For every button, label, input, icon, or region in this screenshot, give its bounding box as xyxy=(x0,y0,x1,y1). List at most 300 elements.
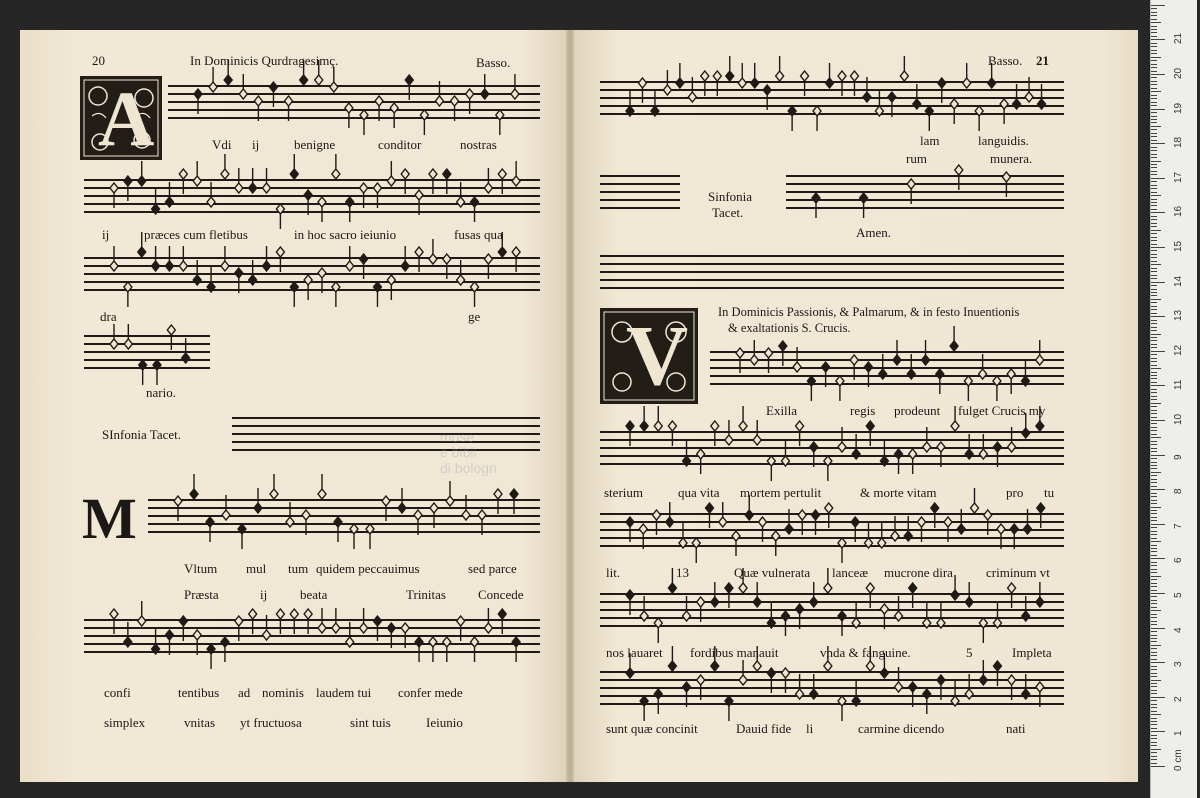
note-head xyxy=(984,510,992,520)
ruler-tick xyxy=(1151,271,1157,272)
lyric: confi xyxy=(104,685,131,700)
note-head xyxy=(1007,369,1015,379)
ruler-tick xyxy=(1151,548,1157,549)
note-head xyxy=(923,689,931,699)
ruler-tick xyxy=(1151,541,1161,542)
ruler-tick xyxy=(1151,71,1157,72)
note-head xyxy=(471,637,479,647)
lyric: vnitas xyxy=(184,715,216,730)
note-head xyxy=(414,510,422,520)
note-head xyxy=(484,254,492,264)
ruler-tick xyxy=(1151,368,1161,369)
note-head xyxy=(360,254,368,264)
ruler-tick xyxy=(1151,389,1157,390)
ruler-tick xyxy=(1151,676,1157,677)
note-head xyxy=(276,247,284,257)
lyric: quidem peccauimus xyxy=(316,561,420,576)
note-head xyxy=(269,82,277,92)
note-head xyxy=(706,503,714,513)
note-head xyxy=(936,369,944,379)
lyric: nominis xyxy=(262,685,304,700)
ruler-tick xyxy=(1151,8,1157,9)
ruler-tick xyxy=(1151,81,1157,82)
note-head xyxy=(390,103,398,113)
note-head xyxy=(812,510,820,520)
ruler-tick xyxy=(1151,19,1157,20)
ruler-number: 18 xyxy=(1173,137,1184,149)
sinfonia-label-right: Sinfonia xyxy=(708,189,753,204)
note-head xyxy=(888,92,896,102)
ruler-tick xyxy=(1151,482,1157,483)
note-head xyxy=(798,510,806,520)
note-head xyxy=(767,668,775,678)
note-head xyxy=(668,661,676,671)
note-head xyxy=(138,176,146,186)
ruler-tick xyxy=(1151,105,1157,106)
ruler-tick xyxy=(1151,420,1165,421)
ruler-tick xyxy=(1151,302,1157,303)
lyric: Impleta xyxy=(1012,645,1052,660)
ruler-tick xyxy=(1151,724,1157,725)
note-head xyxy=(688,92,696,102)
lyric: Vltum xyxy=(184,561,218,576)
note-head xyxy=(626,590,634,600)
note-head xyxy=(810,689,818,699)
ruler-tick xyxy=(1151,12,1157,13)
note-head xyxy=(895,611,903,621)
note-head xyxy=(512,176,520,186)
voice-label-left: Basso. xyxy=(476,55,511,70)
note-head xyxy=(193,275,201,285)
music-staff xyxy=(84,154,540,229)
lyric: nario. xyxy=(146,385,176,400)
note-head xyxy=(382,496,390,506)
ruler-tick xyxy=(1151,344,1157,345)
ruler-tick xyxy=(1151,735,1157,736)
lyric: sterium xyxy=(604,485,643,500)
ruler-number: 13 xyxy=(1173,310,1184,322)
note-head xyxy=(891,531,899,541)
note-head xyxy=(918,517,926,527)
lyric: 13 xyxy=(676,565,689,580)
lyric: tu xyxy=(1044,485,1055,500)
note-head xyxy=(951,421,959,431)
note-head xyxy=(124,637,132,647)
watermark-line: di bologn xyxy=(440,459,497,476)
note-head xyxy=(484,183,492,193)
note-head xyxy=(745,510,753,520)
ruler-tick xyxy=(1151,583,1157,584)
drop-cap-a-letter: A xyxy=(98,75,155,162)
note-head xyxy=(1022,611,1030,621)
note-head xyxy=(753,661,761,671)
ruler-tick xyxy=(1151,254,1157,255)
note-head xyxy=(193,176,201,186)
ruler-tick xyxy=(1151,693,1157,694)
ruler-tick xyxy=(1151,489,1165,490)
lyric: criminum vt xyxy=(986,565,1050,580)
ruler-tick xyxy=(1151,655,1157,656)
lyric: Ieiunio xyxy=(426,715,463,730)
note-head xyxy=(286,517,294,527)
ruler-tick xyxy=(1151,330,1157,331)
ruler-tick xyxy=(1151,635,1157,636)
ruler-tick xyxy=(1151,766,1165,767)
ruler-tick xyxy=(1151,520,1157,521)
ruler-tick xyxy=(1151,437,1161,438)
ruler-tick xyxy=(1151,237,1157,238)
lyric: ij xyxy=(102,227,110,242)
ruler-tick xyxy=(1151,337,1157,338)
note-head xyxy=(864,362,872,372)
ruler-tick xyxy=(1151,185,1157,186)
ruler-tick xyxy=(1151,306,1157,307)
ruler-tick xyxy=(1151,150,1157,151)
note-head xyxy=(401,169,409,179)
ruler-number: 12 xyxy=(1173,344,1184,356)
ruler-tick xyxy=(1151,628,1165,629)
ruler-tick xyxy=(1151,60,1157,61)
lyric: 5 xyxy=(966,645,973,660)
library-watermark xyxy=(440,430,497,476)
note-head xyxy=(765,348,773,358)
note-head xyxy=(938,78,946,88)
note-head xyxy=(922,355,930,365)
ruler-tick xyxy=(1151,147,1157,148)
lyric: qua vita xyxy=(678,485,720,500)
lyric: mucrone dira xyxy=(884,565,953,580)
note-head xyxy=(931,503,939,513)
lyric: in hoc sacro ieiunio xyxy=(294,227,397,242)
note-head xyxy=(415,637,423,647)
note-head xyxy=(387,176,395,186)
lyric: benigne xyxy=(294,137,336,152)
note-head xyxy=(249,183,257,193)
music-staff xyxy=(84,601,540,669)
note-head xyxy=(401,261,409,271)
note-head xyxy=(838,442,846,452)
ruler-tick xyxy=(1151,496,1157,497)
ruler-tick xyxy=(1151,486,1157,487)
note-head xyxy=(738,78,746,88)
tacet-label-right: Tacet. xyxy=(712,205,744,220)
lyric: fulget Crucis my xyxy=(958,403,1046,418)
ruler-tick xyxy=(1151,759,1157,760)
lyric: tum xyxy=(288,561,309,576)
note-head xyxy=(300,75,308,85)
note-head xyxy=(375,96,383,106)
ruler-tick xyxy=(1151,669,1157,670)
lyric: munera. xyxy=(990,151,1033,166)
note-head xyxy=(781,668,789,678)
ruler-tick xyxy=(1151,268,1157,269)
note-head xyxy=(653,510,661,520)
ruler-tick xyxy=(1151,195,1161,196)
ruler-tick xyxy=(1151,340,1157,341)
ruler-tick xyxy=(1151,413,1157,414)
note-head xyxy=(711,421,719,431)
ruler-tick xyxy=(1151,430,1157,431)
running-title: In Dominicis Qurdragesimç. xyxy=(190,53,339,68)
sinfonia-tacet-left: SInfonia Tacet. xyxy=(102,427,181,442)
ruler-tick xyxy=(1151,500,1157,501)
note-head xyxy=(206,517,214,527)
note-head xyxy=(457,197,465,207)
note-head xyxy=(711,661,719,671)
ruler-tick xyxy=(1151,278,1157,279)
ruler-tick xyxy=(1151,704,1157,705)
note-head xyxy=(1036,355,1044,365)
ruler-number: 21 xyxy=(1173,33,1184,45)
note-head xyxy=(124,176,132,186)
note-head xyxy=(207,197,215,207)
music-staff xyxy=(600,485,1064,563)
note-head xyxy=(822,362,830,372)
note-head xyxy=(466,89,474,99)
note-head xyxy=(235,183,243,193)
ruler-tick xyxy=(1151,5,1165,6)
section-heading-line2: & exaltationis S. Crucis. xyxy=(728,321,851,335)
ruler-number: 0 cm xyxy=(1173,749,1184,771)
ruler-tick xyxy=(1151,382,1157,383)
ruler-tick xyxy=(1151,631,1157,632)
note-head xyxy=(290,169,298,179)
note-head xyxy=(988,78,996,88)
ruler-tick xyxy=(1151,579,1157,580)
ruler-tick xyxy=(1151,212,1165,213)
ruler-tick xyxy=(1151,192,1157,193)
note-head xyxy=(451,96,459,106)
note-head xyxy=(1037,503,1045,513)
ruler-tick xyxy=(1151,261,1157,262)
ruler-tick xyxy=(1151,434,1157,435)
ruler-tick xyxy=(1151,167,1157,168)
note-head xyxy=(285,96,293,106)
ruler-tick xyxy=(1151,614,1157,615)
music-staff xyxy=(84,232,540,307)
note-head xyxy=(937,442,945,452)
ruler-tick xyxy=(1151,199,1157,200)
note-head xyxy=(979,449,987,459)
note-head xyxy=(895,449,903,459)
ruler-tick xyxy=(1151,666,1157,667)
note-head xyxy=(759,517,767,527)
music-staff xyxy=(786,165,1064,218)
ruler-tick xyxy=(1151,26,1157,27)
note-head xyxy=(965,689,973,699)
note-head xyxy=(494,489,502,499)
ruler-tick xyxy=(1151,361,1157,362)
lyric: rum xyxy=(906,151,927,166)
note-head xyxy=(498,247,506,257)
note-head xyxy=(443,169,451,179)
ruler-tick xyxy=(1151,171,1157,172)
note-head xyxy=(900,71,908,81)
note-head xyxy=(979,675,987,685)
ruler-number: 2 xyxy=(1173,696,1184,702)
ruler-tick xyxy=(1151,756,1157,757)
note-head xyxy=(429,637,437,647)
ruler-tick xyxy=(1151,711,1157,712)
page-number-left: 20 xyxy=(92,53,105,68)
note-head xyxy=(249,275,257,285)
note-head xyxy=(893,355,901,365)
watermark-line: muse xyxy=(440,429,475,445)
lyric: Exilla xyxy=(766,403,798,418)
ruler-tick xyxy=(1151,334,1161,335)
ruler-tick xyxy=(1151,410,1157,411)
note-head xyxy=(824,583,832,593)
note-head xyxy=(239,89,247,99)
ruler-tick xyxy=(1151,624,1157,625)
ruler-tick xyxy=(1151,538,1157,539)
note-head xyxy=(654,689,662,699)
ruler-tick xyxy=(1151,154,1157,155)
note-head xyxy=(971,503,979,513)
note-head xyxy=(640,421,648,431)
note-head xyxy=(415,247,423,257)
ruler-tick xyxy=(1151,468,1157,469)
note-head xyxy=(190,489,198,499)
note-head xyxy=(638,78,646,88)
ruler-tick xyxy=(1151,728,1157,729)
lyric: nos lauaret xyxy=(606,645,663,660)
note-head xyxy=(785,524,793,534)
note-head xyxy=(997,524,1005,534)
note-head xyxy=(779,341,787,351)
note-head xyxy=(435,96,443,106)
ruler-tick xyxy=(1151,247,1165,248)
note-head xyxy=(165,630,173,640)
ruler-tick xyxy=(1151,638,1157,639)
ruler-tick xyxy=(1151,250,1157,251)
ruler-tick xyxy=(1151,475,1157,476)
note-head xyxy=(429,254,437,264)
ruler-tick xyxy=(1151,22,1161,23)
music-staff xyxy=(710,326,1064,401)
note-head xyxy=(270,489,278,499)
lyric: sed parce xyxy=(468,561,517,576)
note-head xyxy=(222,510,230,520)
lyric: tentibus xyxy=(178,685,220,700)
note-head xyxy=(750,355,758,365)
music-staff xyxy=(84,324,210,385)
ruler-tick xyxy=(1151,282,1165,283)
ruler-tick xyxy=(1151,88,1157,89)
ruler-tick xyxy=(1151,67,1157,68)
note-head xyxy=(852,449,860,459)
ruler-tick xyxy=(1151,721,1157,722)
watermark-line: e bibli xyxy=(440,444,477,461)
ruler-tick xyxy=(1151,320,1157,321)
note-head xyxy=(1038,99,1046,109)
note-head xyxy=(1022,689,1030,699)
lyric: confer mede xyxy=(398,685,463,700)
lyric: li xyxy=(806,721,814,736)
ruler-tick xyxy=(1151,233,1157,234)
note-head xyxy=(736,348,744,358)
ruler-tick xyxy=(1151,600,1157,601)
ruler-tick xyxy=(1151,596,1157,597)
note-head xyxy=(346,261,354,271)
note-head xyxy=(880,668,888,678)
ruler-tick xyxy=(1151,202,1157,203)
ruler-tick xyxy=(1151,427,1157,428)
note-head xyxy=(796,421,804,431)
ruler-number: 15 xyxy=(1173,240,1184,252)
ruler-tick xyxy=(1151,742,1157,743)
note-head xyxy=(965,597,973,607)
note-head xyxy=(152,261,160,271)
note-head xyxy=(697,675,705,685)
music-staff xyxy=(148,474,540,549)
lyric: præces cum fletibus xyxy=(144,227,248,242)
ruler-tick xyxy=(1151,569,1157,570)
lyric: lanceæ xyxy=(832,565,869,580)
music-staff xyxy=(600,256,1064,288)
note-head xyxy=(315,75,323,85)
lyric: ij xyxy=(252,137,260,152)
ruler-tick xyxy=(1151,700,1157,701)
ruler-tick xyxy=(1151,545,1157,546)
lyric: dra xyxy=(100,309,117,324)
ruler-tick xyxy=(1151,714,1161,715)
note-head xyxy=(825,503,833,513)
ruler-tick xyxy=(1151,648,1157,649)
note-head xyxy=(866,583,874,593)
lyric: fordibus manauit xyxy=(690,645,779,660)
note-head xyxy=(950,341,958,351)
note-head xyxy=(304,609,312,619)
ruler-tick xyxy=(1151,299,1161,300)
note-head xyxy=(950,99,958,109)
ruler-tick xyxy=(1151,610,1161,611)
ruler-tick xyxy=(1151,98,1157,99)
note-head xyxy=(179,616,187,626)
ruler-tick xyxy=(1151,50,1157,51)
drop-cap-v xyxy=(600,308,698,404)
ruler-number: 1 xyxy=(1173,730,1184,737)
note-head xyxy=(221,261,229,271)
note-head xyxy=(965,449,973,459)
ruler-number: 8 xyxy=(1173,488,1184,495)
ruler-tick xyxy=(1151,102,1157,103)
note-head xyxy=(401,623,409,633)
ruler-tick xyxy=(1151,129,1157,130)
note-head xyxy=(955,165,963,175)
ruler-tick xyxy=(1151,116,1157,117)
ruler-tick xyxy=(1151,29,1157,30)
note-head xyxy=(209,82,217,92)
ruler-tick xyxy=(1151,593,1165,594)
note-head xyxy=(373,616,381,626)
ruler-tick xyxy=(1151,209,1157,210)
ruler-tick xyxy=(1151,503,1157,504)
ruler-tick xyxy=(1151,586,1157,587)
note-head xyxy=(732,531,740,541)
note-head xyxy=(221,637,229,647)
note-head xyxy=(332,623,340,633)
lyric: ij xyxy=(260,587,268,602)
ruler-tick xyxy=(1151,621,1157,622)
note-head xyxy=(443,637,451,647)
note-head xyxy=(110,261,118,271)
note-head xyxy=(182,353,190,363)
note-head xyxy=(668,421,676,431)
ruler-tick xyxy=(1151,707,1157,708)
note-head xyxy=(951,590,959,600)
ruler-tick xyxy=(1151,686,1157,687)
